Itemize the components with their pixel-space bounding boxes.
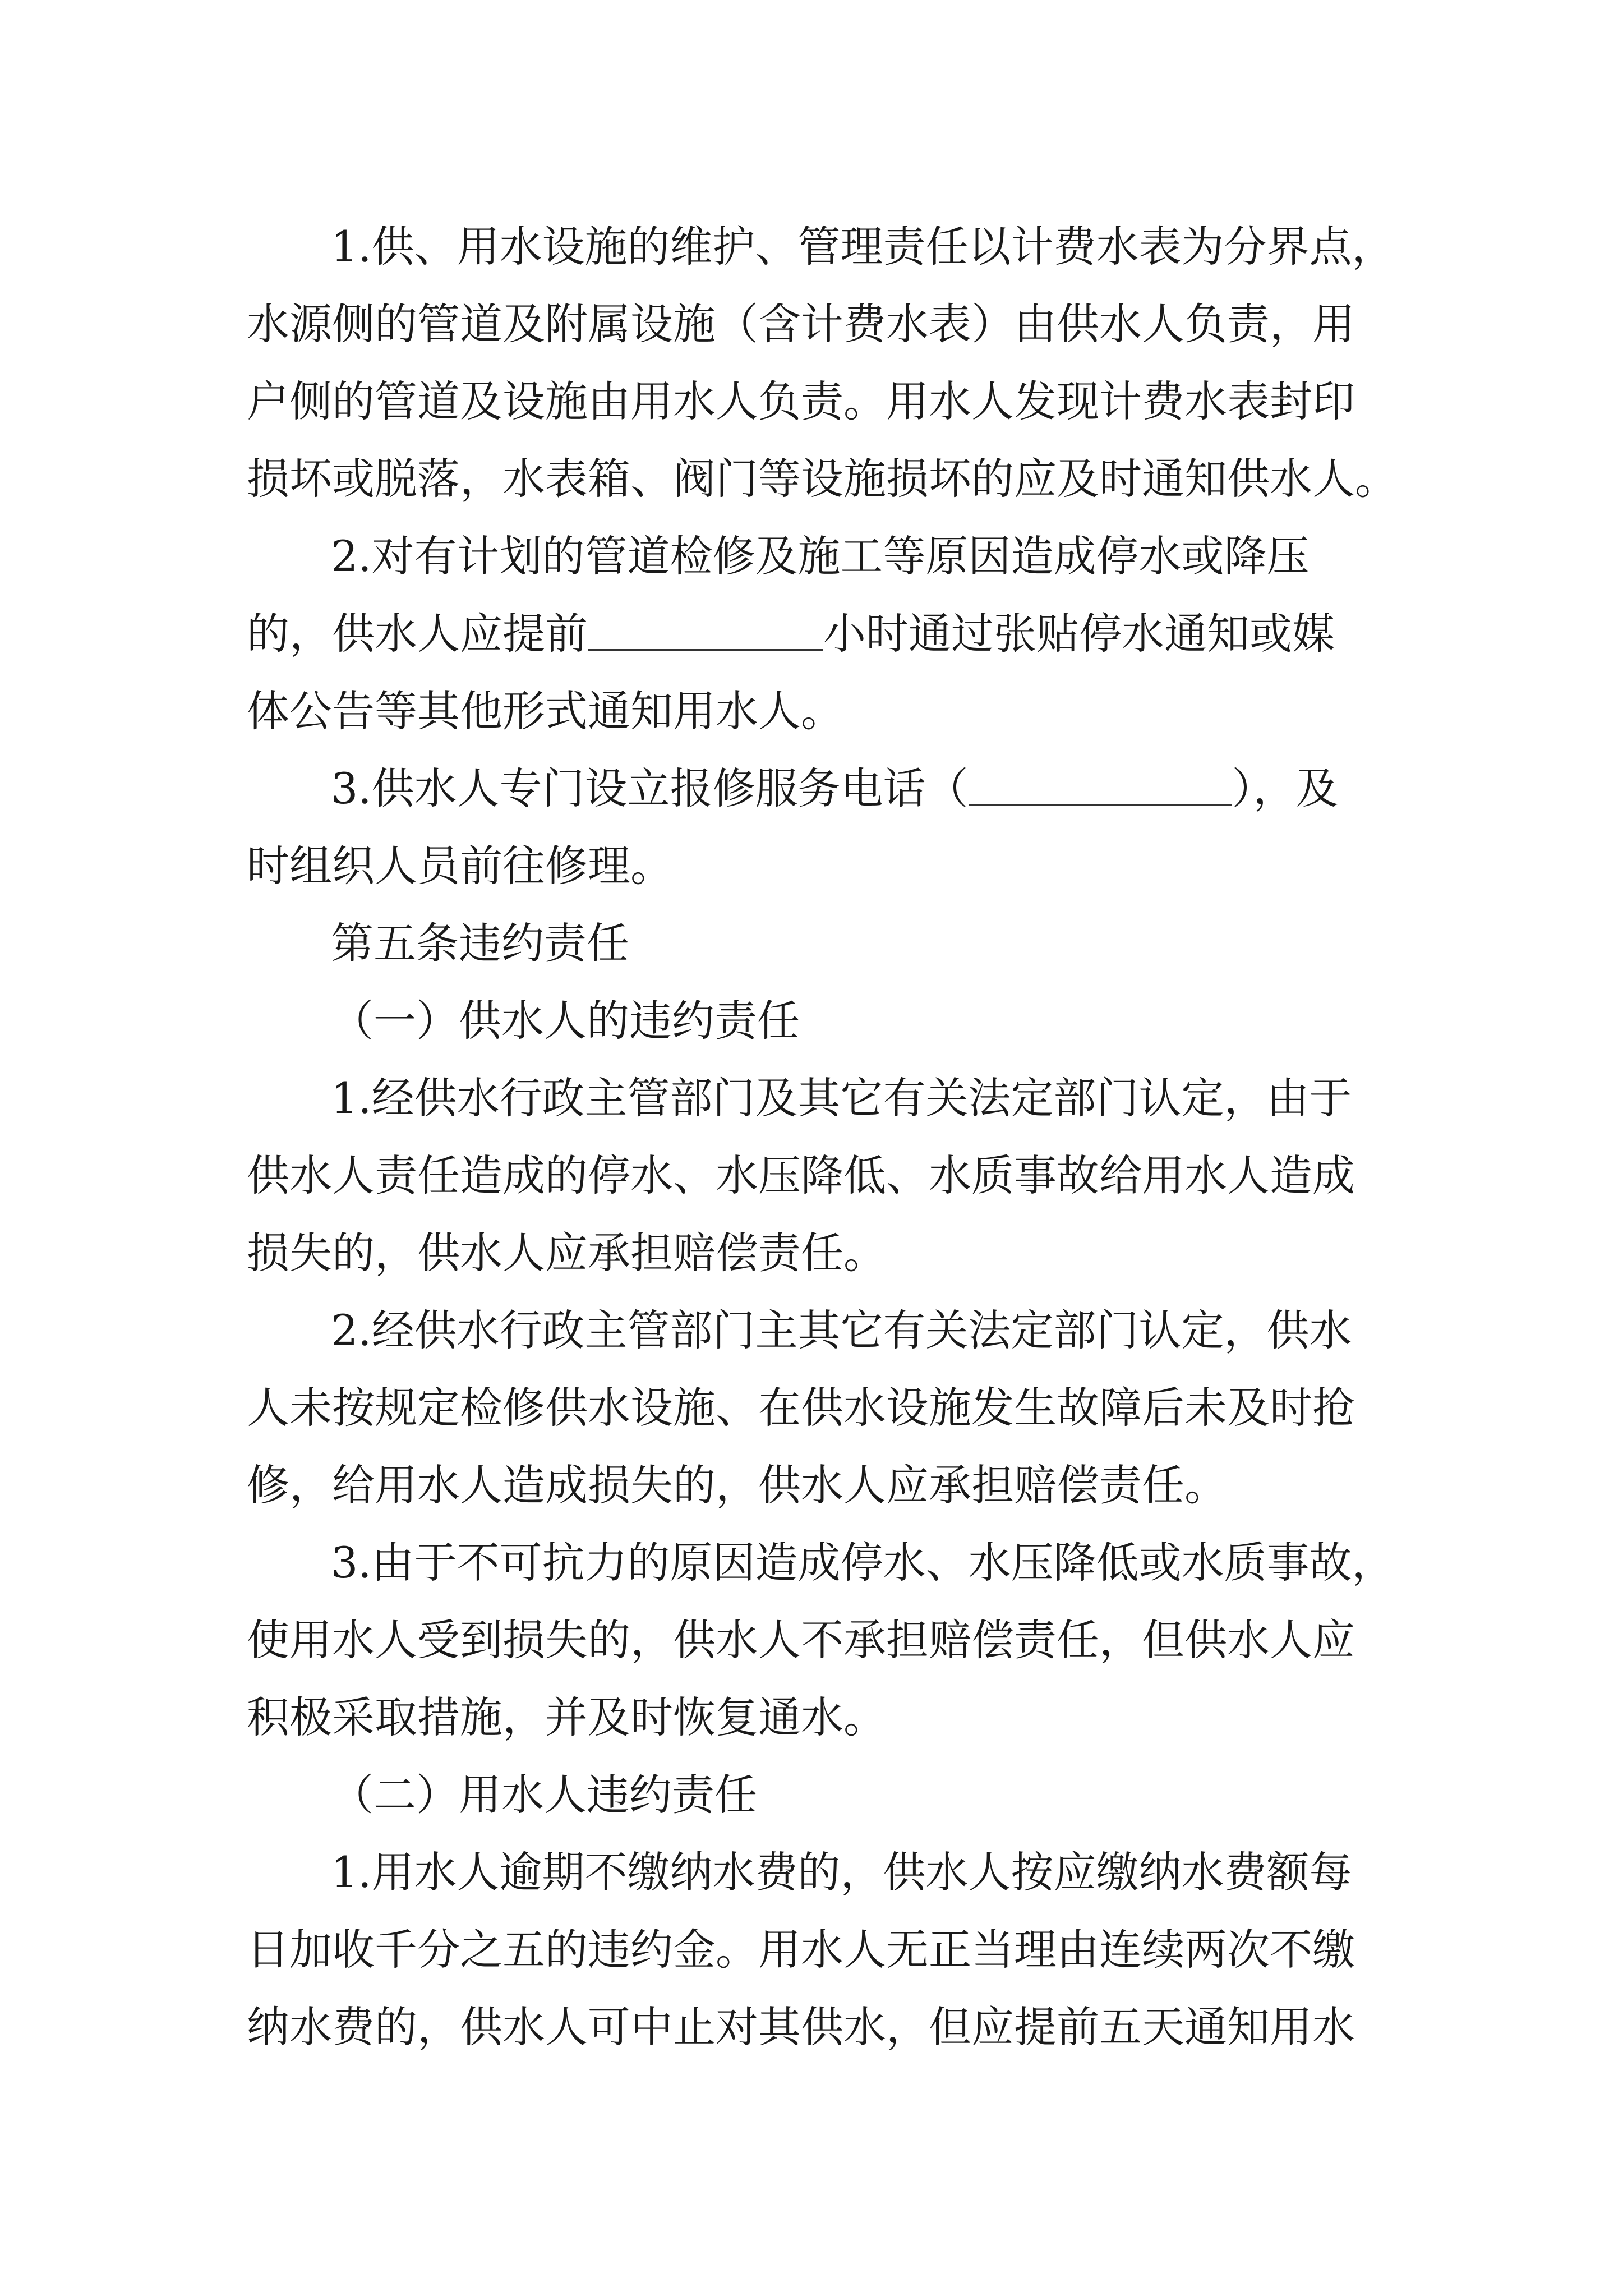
- paragraph-line: 使用水人受到损失的，供水人不承担赔偿责任，但供水人应: [247, 1615, 1355, 1665]
- paragraph-line: 积极采取措施，并及时恢复通水。: [247, 1692, 886, 1742]
- text-fragment: 的，供水人应提前: [247, 609, 588, 659]
- paragraph-line: 户侧的管道及设施由用水人负责。用水人发现计费水表封印: [247, 376, 1355, 426]
- section-heading: （一）供水人的违约责任: [331, 996, 800, 1046]
- article-heading: 第五条违约责任: [331, 918, 629, 968]
- paragraph-line: 体公告等其他形式通知用水人。: [247, 686, 843, 736]
- paragraph-line: 2.对有计划的管道检修及施工等原因造成停水或降压: [331, 531, 1310, 581]
- paragraph-line: 3.由于不可抗力的原因造成停水、水压降低或水质事故，: [331, 1538, 1395, 1588]
- paragraph-line: [331, 758, 1339, 820]
- paragraph-line: 纳水费的，供水人可中止对其供水，但应提前五天通知用水: [247, 2002, 1355, 2052]
- paragraph-line: 人未按规定检修供水设施、在供水设施发生故障后未及时抢: [247, 1383, 1355, 1433]
- paragraph-line: 日加收千分之五的违约金。用水人无正当理由连续两次不缴: [247, 1925, 1355, 1975]
- paragraph-line: 1.经供水行政主管部门及其它有关法定部门认定，由于: [331, 1073, 1352, 1123]
- section-heading: （二）用水人违约责任: [331, 1770, 757, 1820]
- paragraph-line: 损坏或脱落，水表箱、阀门等设施损坏的应及时通知供水人。: [247, 454, 1398, 504]
- paragraph-line: 1.供、用水设施的维护、管理责任以计费水表为分界点，: [331, 222, 1395, 272]
- text-fragment: 小时通过张贴停水通知或媒: [823, 609, 1335, 659]
- paragraph-line: 修，给用水人造成损失的，供水人应承担赔偿责任。: [247, 1460, 1227, 1510]
- paragraph-line: 供水人责任造成的停水、水压降低、水质事故给用水人造成: [247, 1151, 1355, 1200]
- paragraph-line: 水源侧的管道及附属设施（含计费水表）由供水人负责，用: [247, 299, 1355, 349]
- text-fragment: ），及: [1232, 763, 1339, 813]
- fill-in-blank: [588, 613, 823, 651]
- paragraph-line: [247, 603, 1335, 665]
- text-fragment: 3.供水人专门设立报修服务电话（: [331, 763, 969, 813]
- paragraph-line: 时组织人员前往修理。: [247, 841, 673, 891]
- paragraph-line: 1.用水人逾期不缴纳水费的，供水人按应缴纳水费额每: [331, 1847, 1352, 1897]
- paragraph-line: 2.经供水行政主管部门主其它有关法定部门认定，供水: [331, 1305, 1352, 1355]
- fill-in-blank: [969, 768, 1232, 806]
- paragraph-line: 损失的，供水人应承担赔偿责任。: [247, 1228, 886, 1278]
